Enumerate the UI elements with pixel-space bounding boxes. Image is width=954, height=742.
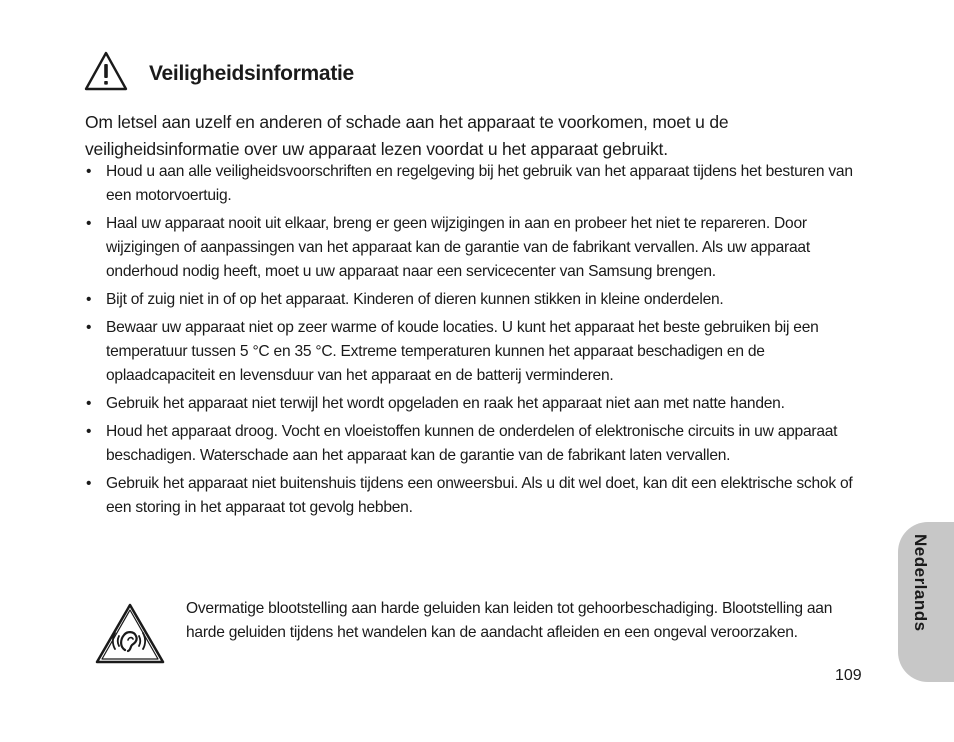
list-item: • Bewaar uw apparaat niet op zeer warme of koude locaties. U kunt het apparaat het beste gebruiken bij een temperatuur tussen 5 °C en 35 °C. Extreme temperaturen kunnen het apparaat beschadigen en de oplaadcapaciteit en levensduur van het apparaat en de batterij verminderen. bbox=[85, 316, 875, 388]
list-item: • Haal uw apparaat nooit uit elkaar, breng er geen wijzigingen in aan en probeer het niet te repareren. Door wijzigingen of aanpassingen van het apparaat kan de garantie van de fabrikant vervallen. Als uw apparaat onderhoud nodig heeft, moet u uw apparaat naar een servicecenter van Samsung brengen. bbox=[85, 212, 875, 284]
page-number: 109 bbox=[835, 667, 862, 684]
safety-list bbox=[85, 160, 875, 524]
hearing-damage-icon bbox=[95, 603, 165, 664]
intro-paragraph: Om letsel aan uzelf en anderen of schade aan het apparaat te voorkomen, moet u de veiligheidsinformatie over uw apparaat lezen voordat u het apparaat gebruikt. bbox=[85, 112, 729, 159]
hearing-warning-text: Overmatige blootstelling aan harde geluiden kan leiden tot gehoorbeschadiging. Blootstelling aan harde geluiden tijdens het wandelen kan de aandacht afleiden en een ongeval veroorzaken. bbox=[186, 600, 833, 641]
list-item: • Gebruik het apparaat niet buitenshuis tijdens een onweersbui. Als u dit wel doet, kan dit een elektrische schok of een storing in het apparaat tot gevolg hebben. bbox=[85, 472, 875, 520]
list-item: • Gebruik het apparaat niet terwijl het wordt opgeladen en raak het apparaat niet aan met natte handen. bbox=[85, 392, 875, 416]
language-tab-label: Nederlands bbox=[911, 534, 930, 632]
list-item: • Houd u aan alle veiligheidsvoorschriften en regelgeving bij het gebruik van het apparaat tijdens het besturen van een motorvoertuig. bbox=[85, 160, 875, 208]
warning-icon bbox=[84, 51, 128, 91]
language-tab bbox=[898, 522, 954, 682]
list-item: • Houd het apparaat droog. Vocht en vloeistoffen kunnen de onderdelen of elektronische circuits in uw apparaat beschadigen. Waterschade aan het apparaat kan de garantie van de fabrikant laten vervallen. bbox=[85, 420, 875, 468]
list-item: • Bijt of zuig niet in of op het apparaat. Kinderen of dieren kunnen stikken in kleine onderdelen. bbox=[85, 288, 875, 312]
section-title: Veiligheidsinformatie bbox=[149, 62, 354, 85]
